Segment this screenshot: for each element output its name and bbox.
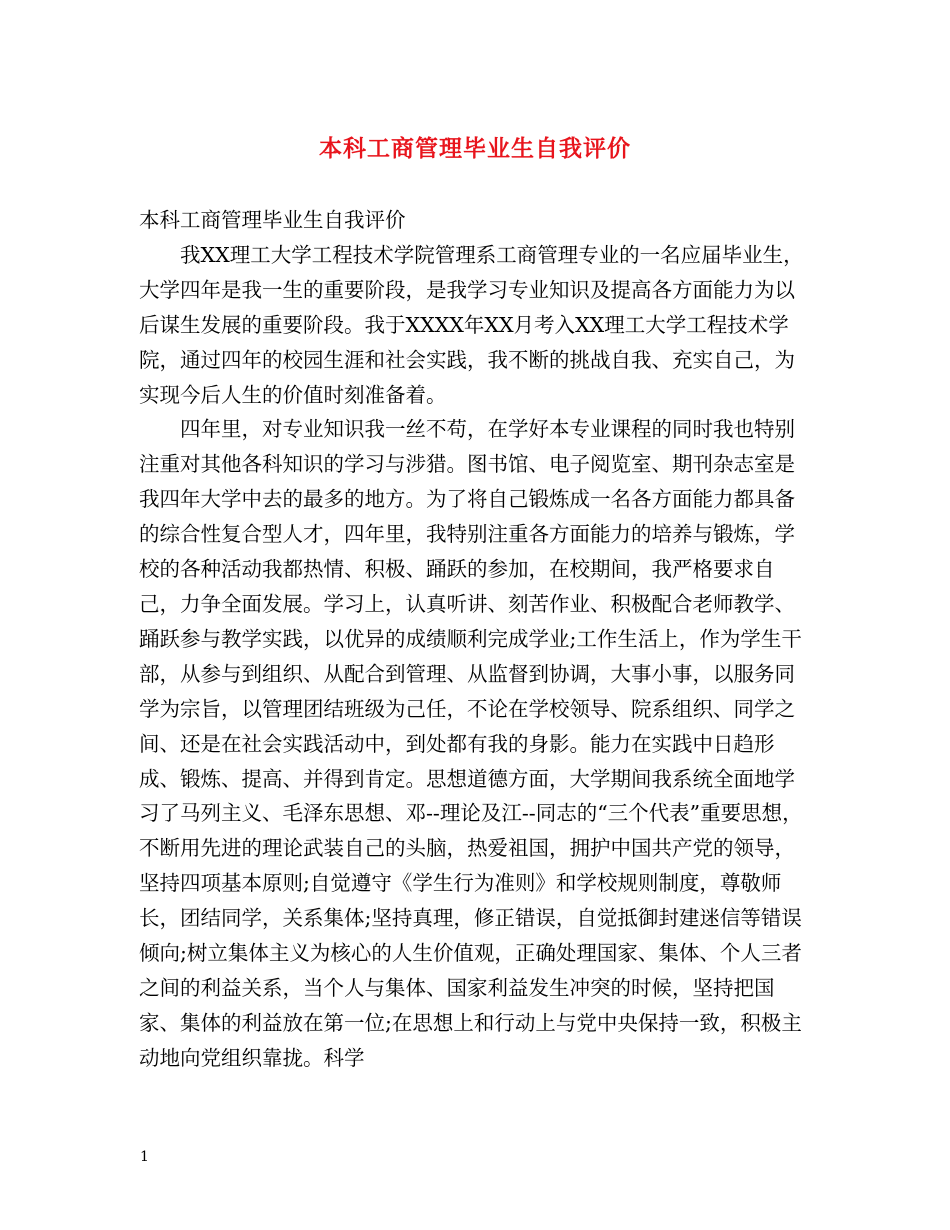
paragraph-2: 四年里，对专业知识我一丝不苟，在学好本专业课程的同时我也特别注重对其他各科知识的学习与涉猎。图书馆、电子阅览室、期刊杂志室是我四年大学中去的最多的地方。为了将自己锻炼成一名各方面能力都具备的综合性复合型人才，四年里，我特别注重各方面能力的培养与锻炼，学校的各种活动我都热情、积极、踊跃的参加，在校期间，我严格要求自己，力争全面发展。学习上，认真听讲、刻苦作业、积极配合老师教学、踊跃参与教学实践，以优异的成绩顺利完成学业;工作生活上，作为学生干部，从参与到组织、从配合到管理、从监督到协调，大事小事，以服务同学为宗旨，以管理团结班级为己任，不论在学校领导、院系组织、同学之间、还是在社会实践活动中，到处都有我的身影。能力在实践中日趋形成、锻炼、提高、并得到肯定。思想道德方面，大学期间我系统全面地学习了马列主义、毛泽东思想、邓--理论及江--同志的“三个代表”重要思想，不断用先进的理论武装自己的头脑，热爱祖国，拥护中国共产党的领导，坚持四项基本原则;自觉遵守《学生行为准则》和学校规则制度，尊敬师长，团结同学，关系集体;坚持真理，修正错误，自觉抵御封建迷信等错误倾向;树立集体主义为核心的人生价值观，正确处理国家、集体、个人三者之间的利益关系，当个人与集体、国家利益发生冲突的时候，坚持把国家、集体的利益放在第一位;在思想上和行动上与党中央保持一致，积极主动地向党组织靠拢。科学 [139, 417, 803, 1070]
page-number: 1 [140, 1149, 149, 1165]
paragraph-1: 我XX理工大学工程技术学院管理系工商管理专业的一名应届毕业生，大学四年是我一生的重要阶段，是我学习专业知识及提高各方面能力为以后谋生发展的重要阶段。我于XXXX年XX月考入XX理工大学工程技术学院，通过四年的校园生涯和社会实践，我不断的挑战自我、充实自己，为实现今后人生的价值时刻准备着。 [139, 242, 804, 407]
document-title: 本科工商管理毕业生自我评价 [319, 135, 631, 162]
document-subtitle: 本科工商管理毕业生自我评价 [139, 208, 406, 232]
document-body [139, 203, 815, 1076]
